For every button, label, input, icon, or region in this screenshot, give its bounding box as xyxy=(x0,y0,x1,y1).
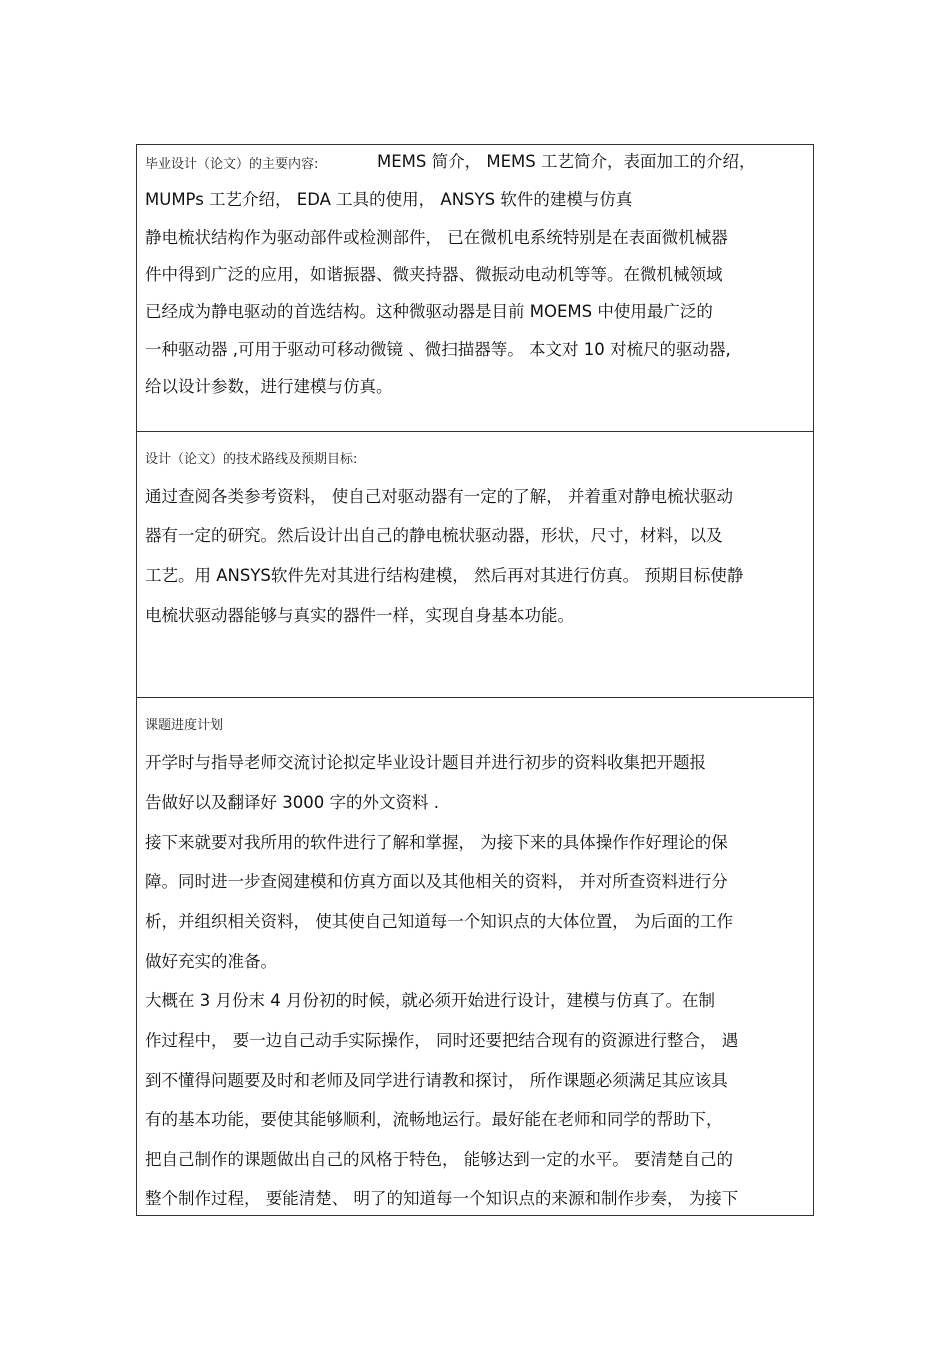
text-line: 开学时与指导老师交流讨论拟定毕业设计题目并进行初步的资料收集把开题报 xyxy=(145,753,706,772)
text-line: 有的基本功能，要使其能够顺利，流畅地运行。最好能在老师和同学的帮助下， xyxy=(145,1110,723,1129)
text-line: 大概在 3 月份末 4 月份初的时候，就必须开始进行设计，建模与仿真了。在制 xyxy=(145,991,715,1010)
text-line: 通过查阅各类参考资料， 使自己对驱动器有一定的了解， 并着重对静电梳状驱动 xyxy=(145,487,733,506)
document-table xyxy=(136,144,814,1216)
section-technical-route xyxy=(137,431,813,697)
text-line: MUMPs 工艺介绍， EDA 工具的使用， ANSYS 软件的建模与仿真 xyxy=(145,190,633,209)
text-line: 析，并组织相关资料， 使其使自己知道每一个知识点的大体位置， 为后面的工作 xyxy=(145,912,733,931)
section-label-schedule: 课题进度计划 xyxy=(145,718,224,733)
text-line: 障。同时进一步查阅建模和仿真方面以及其他相关的资料， 并对所查资料进行分 xyxy=(145,872,728,891)
text-line: 到不懂得问题要及时和老师及同学进行请教和探讨， 所作课题必须满足其应该具 xyxy=(145,1071,728,1090)
section-schedule xyxy=(137,697,813,1217)
section-label-main-content: 毕业设计（论文）的主要内容: xyxy=(145,157,319,172)
text-line: MEMS 简介， MEMS 工艺简介，表面加工的介绍， xyxy=(377,152,756,171)
text-line: 已经成为静电驱动的首选结构。这种微驱动器是目前 MOEMS 中使用最广泛的 xyxy=(145,302,713,321)
text-line: 把自己制作的课题做出自己的风格于特色， 能够达到一定的水平。 要清楚自己的 xyxy=(145,1150,733,1169)
text-line: 一种驱动器 ,可用于驱动可移动微镜 、微扫描器等。 本文对 10 对梳尺的驱动器, xyxy=(145,340,731,359)
text-line: 静电梳状结构作为驱动部件或检测部件， 已在微机电系统特别是在表面微机械器 xyxy=(145,228,728,247)
text-line: 做好充实的准备。 xyxy=(145,952,277,971)
text-line: 告做好以及翻译好 3000 字的外文资料 . xyxy=(145,793,439,812)
text-line: 电梳状驱动器能够与真实的器件一样，实现自身基本功能。 xyxy=(145,606,574,625)
text-line: 给以设计参数，进行建模与仿真。 xyxy=(145,377,393,396)
text-line: 工艺。用 ANSYS软件先对其进行结构建模， 然后再对其进行仿真。 预期目标使静 xyxy=(145,566,744,585)
text-line: 整个制作过程， 要能清楚、 明了的知道每一个知识点的来源和制作步奏， 为接下 xyxy=(145,1189,739,1208)
text-line: 器有一定的研究。然后设计出自己的静电梳状驱动器，形状，尺寸，材料，以及 xyxy=(145,526,723,545)
text-line: 接下来就要对我所用的软件进行了解和掌握， 为接下来的具体操作作好理论的保 xyxy=(145,833,728,852)
section-main-content xyxy=(137,145,813,431)
text-line: 件中得到广泛的应用，如谐振器、微夹持器、微振动电动机等等。在微机械领域 xyxy=(145,265,723,284)
text-line: 作过程中， 要一边自己动手实际操作， 同时还要把结合现有的资源进行整合， 遇 xyxy=(145,1031,739,1050)
section-label-technical-route: 设计（论文）的技术路线及预期目标: xyxy=(145,452,358,467)
